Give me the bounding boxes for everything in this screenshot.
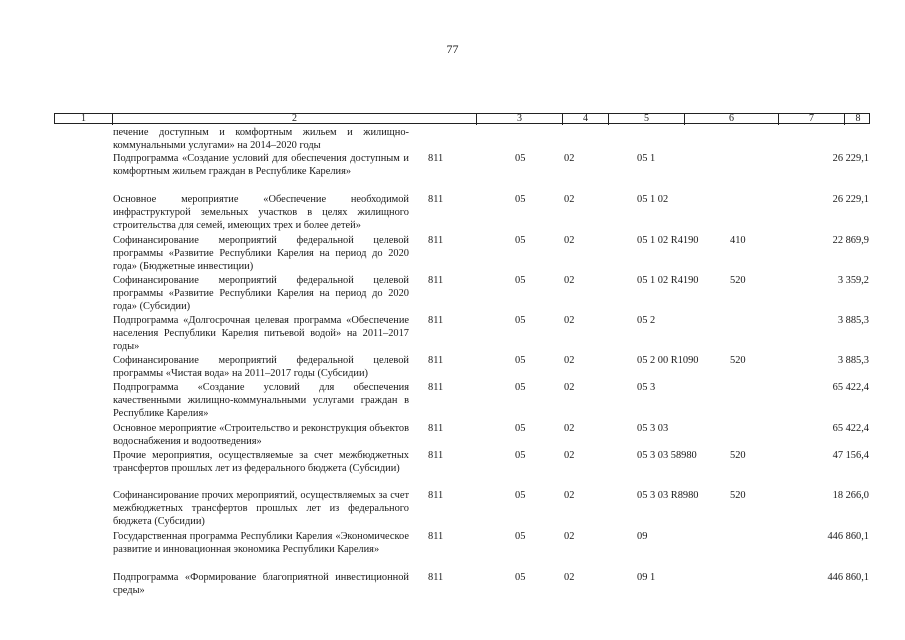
- row-section: 05: [515, 355, 526, 366]
- row-section: 05: [515, 235, 526, 246]
- row-subsection: 02: [564, 235, 575, 246]
- row-name: Государственная программа Республики Карелия «Экономическое развитие и инновационная экономика Республики Карелия»: [113, 531, 409, 555]
- row-name: Подпрограмма «Создание условий для обеспечения доступным и комфортным жильем граждан в Республике Карелия»: [113, 153, 409, 177]
- row-ministry-code: 811: [428, 235, 444, 246]
- row-target-article: 05 1 02 R4190: [637, 235, 699, 246]
- row-name: Основное мероприятие «Строительство и реконструкция объектов водоснабжения и водоотведения»: [113, 423, 409, 447]
- row-subsection: 02: [564, 194, 575, 205]
- row-name: Подпрограмма «Формирование благоприятной инвестиционной среды»: [113, 572, 409, 596]
- header-col-1: 1: [55, 114, 113, 125]
- row-name: Подпрограмма «Создание условий для обеспечения качественными жилищно-коммунальными услугами граждан в Республике Карелия»: [113, 382, 409, 419]
- row-subsection: 02: [564, 382, 575, 393]
- row-section: 05: [515, 194, 526, 205]
- row-name: Софинансирование мероприятий федеральной целевой программы «Развитие Республики Карелия на период до 2020 года» (Субсидии): [113, 275, 409, 312]
- row-name: Софинансирование мероприятий федеральной целевой программы «Чистая вода» на 2011–2017 годы (Субсидии): [113, 355, 409, 379]
- row-amount: 65 422,4: [832, 382, 869, 393]
- row-section: 05: [515, 572, 526, 583]
- row-subsection: 02: [564, 153, 575, 164]
- row-ministry-code: 811: [428, 194, 444, 205]
- row-name: Софинансирование прочих мероприятий, осуществляемых за счет межбюджетных трансфертов прошлых лет из федерального бюджета (Субсидии): [113, 490, 409, 527]
- row-amount: 446 860,1: [827, 572, 869, 583]
- row-amount: 26 229,1: [832, 153, 869, 164]
- row-target-article: 05 1 02: [637, 194, 669, 205]
- row-subsection: 02: [564, 531, 575, 542]
- header-col-5: 5: [609, 114, 685, 125]
- row-target-article: 05 1: [637, 153, 656, 164]
- row-name: Подпрограмма «Долгосрочная целевая программа «Обеспечение населения Республики Карелия питьевой водой» на 2011–2017 годы»: [113, 315, 409, 352]
- row-target-article: 05 3 03 58980: [637, 450, 697, 461]
- row-amount: 446 860,1: [827, 531, 869, 542]
- row-amount: 26 229,1: [832, 194, 869, 205]
- row-target-article: 05 3 03: [637, 423, 669, 434]
- row-ministry-code: 811: [428, 275, 444, 286]
- row-section: 05: [515, 153, 526, 164]
- row-target-article: 05 3: [637, 382, 656, 393]
- row-target-article: 09 1: [637, 572, 656, 583]
- row-section: 05: [515, 490, 526, 501]
- row-ministry-code: 811: [428, 355, 444, 366]
- header-col-2: 2: [113, 114, 477, 125]
- row-section: 05: [515, 275, 526, 286]
- row-section: 05: [515, 423, 526, 434]
- row-target-article: 05 3 03 R8980: [637, 490, 699, 501]
- row-subsection: 02: [564, 423, 575, 434]
- row-name: Основное мероприятие «Обеспечение необходимой инфраструктурой земельных участков в целях жилищного строительства для семей, имеющих трех и более детей»: [113, 194, 409, 231]
- row-subsection: 02: [564, 315, 575, 326]
- row-section: 05: [515, 315, 526, 326]
- page-number: 77: [446, 42, 459, 56]
- row-ministry-code: 811: [428, 315, 444, 326]
- row-section: 05: [515, 531, 526, 542]
- row-expense-type: 520: [730, 490, 746, 501]
- row-amount: 65 422,4: [832, 423, 869, 434]
- row-ministry-code: 811: [428, 490, 444, 501]
- row-target-article: 09: [637, 531, 648, 542]
- row-subsection: 02: [564, 490, 575, 501]
- row-subsection: 02: [564, 355, 575, 366]
- row-section: 05: [515, 382, 526, 393]
- continuation-text: печение доступным и комфортным жильем и жилищно-коммунальными услугами» на 2014–2020 годы: [113, 127, 409, 151]
- row-name: Софинансирование мероприятий федеральной целевой программы «Развитие Республики Карелия на период до 2020 года» (Бюджетные инвестиции): [113, 235, 409, 272]
- row-name: Прочие мероприятия, осуществляемые за счет межбюджетных трансфертов прошлых лет из федерального бюджета (Субсидии): [113, 450, 409, 474]
- header-col-8: 8: [855, 113, 861, 124]
- row-section: 05: [515, 450, 526, 461]
- row-target-article: 05 1 02 R4190: [637, 275, 699, 286]
- row-amount: 18 266,0: [832, 490, 869, 501]
- row-ministry-code: 811: [428, 531, 444, 542]
- row-expense-type: 410: [730, 235, 746, 246]
- row-expense-type: 520: [730, 275, 746, 286]
- row-target-article: 05 2 00 R1090: [637, 355, 699, 366]
- row-subsection: 02: [564, 275, 575, 286]
- row-ministry-code: 811: [428, 153, 444, 164]
- header-col-4: 4: [563, 114, 609, 125]
- row-amount: 47 156,4: [832, 450, 869, 461]
- row-subsection: 02: [564, 450, 575, 461]
- row-ministry-code: 811: [428, 572, 444, 583]
- header-col-6: 6: [685, 114, 779, 125]
- header-col-3: 3: [477, 114, 563, 125]
- row-amount: 3 359,2: [837, 275, 869, 286]
- row-amount: 3 885,3: [837, 315, 869, 326]
- row-target-article: 05 2: [637, 315, 656, 326]
- row-expense-type: 520: [730, 450, 746, 461]
- row-subsection: 02: [564, 572, 575, 583]
- row-amount: 3 885,3: [837, 355, 869, 366]
- row-ministry-code: 811: [428, 423, 444, 434]
- row-amount: 22 869,9: [832, 235, 869, 246]
- row-expense-type: 520: [730, 355, 746, 366]
- row-ministry-code: 811: [428, 450, 444, 461]
- row-ministry-code: 811: [428, 382, 444, 393]
- header-col-7: 7: [779, 114, 845, 125]
